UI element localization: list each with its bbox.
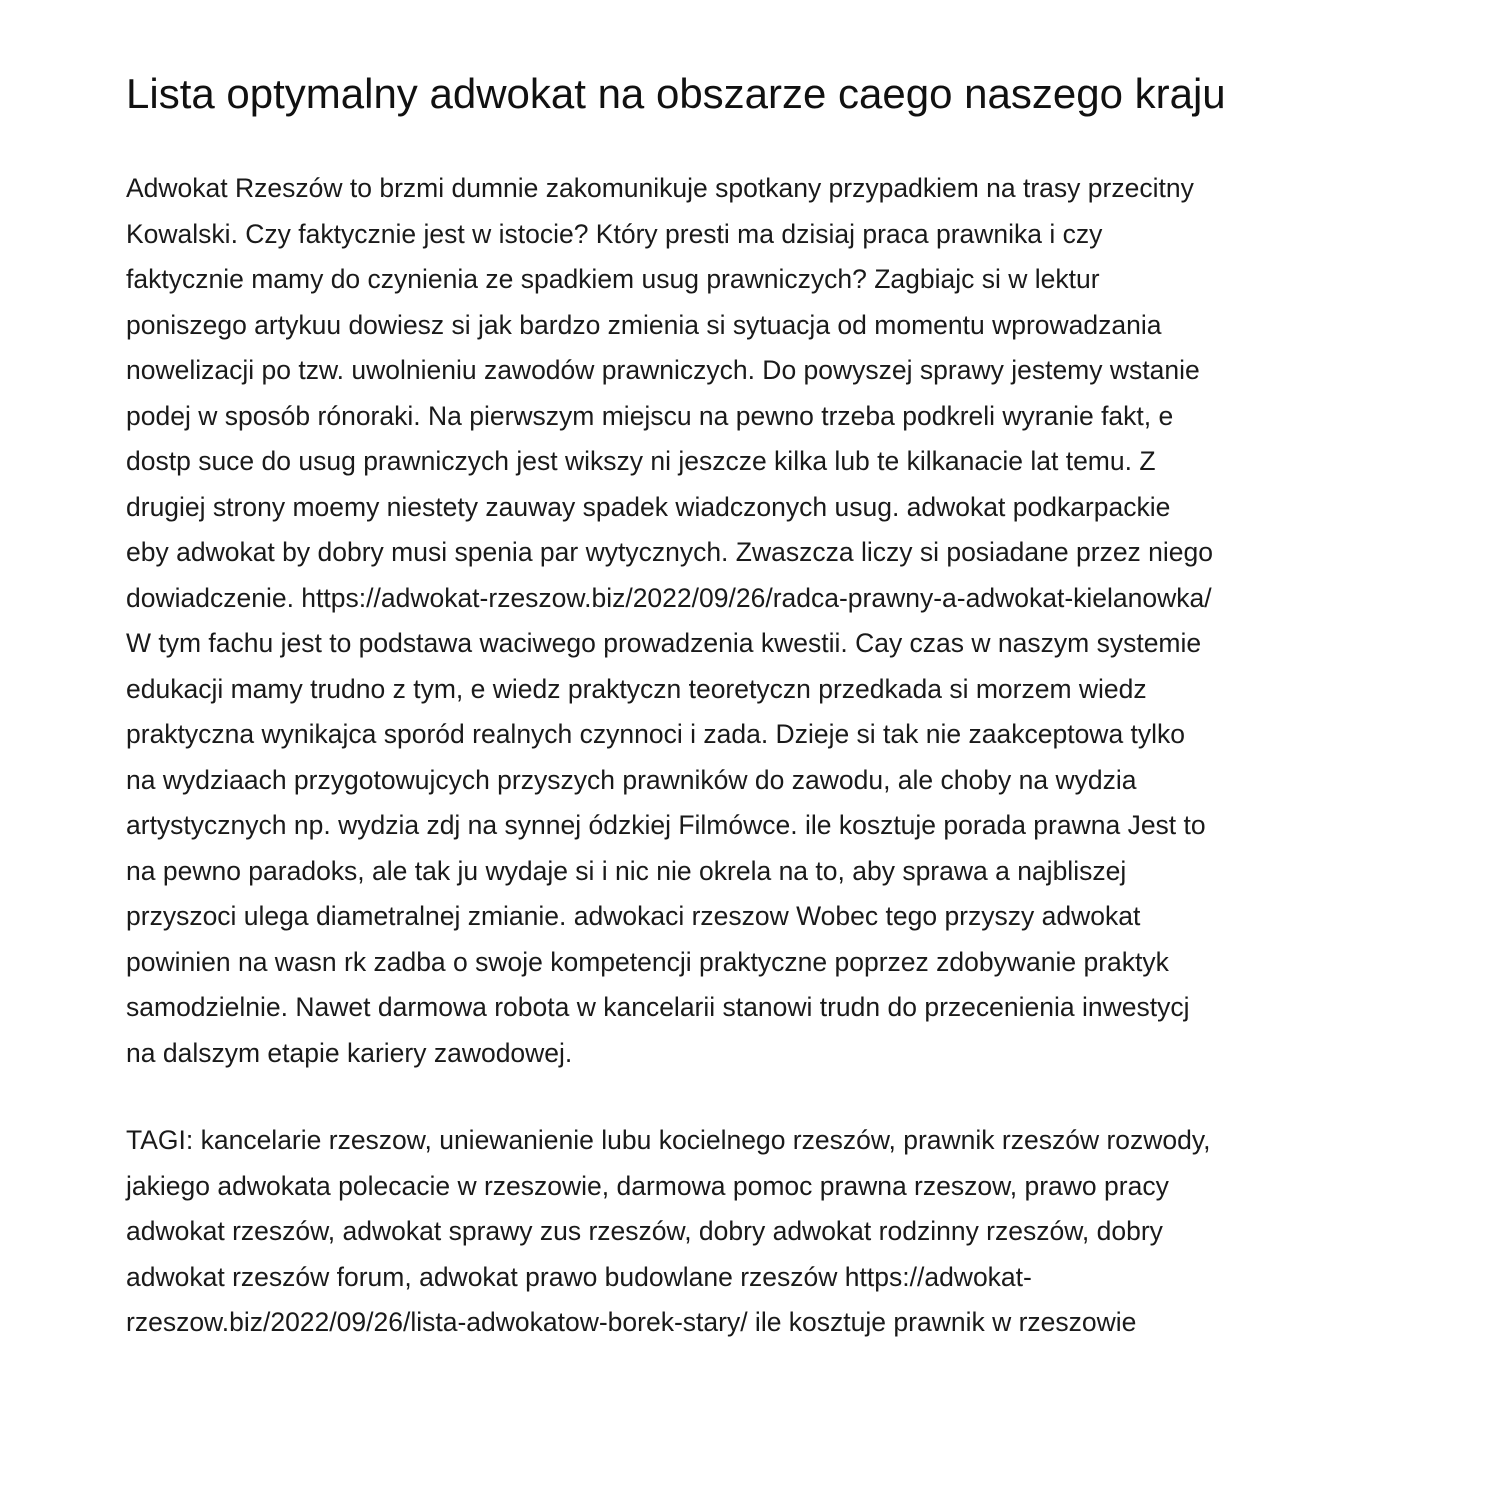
document-page	[126, 62, 1376, 1337]
tags-line: jakiego adwokata polecacie w rzeszowie, darmowa pomoc prawna rzeszow, prawo pracy	[126, 1170, 1169, 1201]
body-line: samodzielnie. Nawet darmowa robota w kancelarii stanowi trudn do przecenienia inwestycj	[126, 992, 1190, 1022]
body-line: dostp suce do usug prawniczych jest wikszy ni jeszcze kilka lub te kilkanacie lat temu. Z	[126, 446, 1156, 476]
tags-line: rzeszow.biz/2022/09/26/lista-adwokatow-borek-stary/ ile kosztuje prawnik w rzeszowie	[126, 1307, 1137, 1337]
article-body	[126, 166, 1213, 1076]
body-line: drugiej strony moemy niestety zauway spadek wiadczonych usug. adwokat podkarpackie	[126, 491, 1171, 522]
tags-line: adwokat rzeszów forum, adwokat prawo budowlane rzeszów https://adwokat-	[126, 1261, 1032, 1292]
body-line: Kowalski. Czy faktycznie jest w istocie? Który presti ma dzisiaj praca prawnika i czy	[126, 218, 1103, 249]
body-line: artystycznych np. wydzia zdj na synnej ódzkiej Filmówce. ile kosztuje porada prawna Jest to	[126, 810, 1206, 840]
body-line: przyszoci ulega diametralnej zmianie. adwokaci rzeszow Wobec tego przyszy adwokat	[126, 901, 1141, 931]
tags-line: adwokat rzeszów, adwokat sprawy zus rzeszów, dobry adwokat rodzinny rzeszów, dobry	[126, 1216, 1163, 1246]
body-line: Adwokat Rzeszów to brzmi dumnie zakomunikuje spotkany przypadkiem na trasy przecitny	[126, 173, 1194, 203]
body-line: W tym fachu jest to podstawa waciwego prowadzenia kwestii. Cay czas w naszym systemie	[126, 628, 1202, 658]
body-line: nowelizacji po tzw. uwolnieniu zawodów prawniczych. Do powyszej sprawy jestemy wstanie	[126, 355, 1200, 385]
document-title: Lista optymalny adwokat na obszarze caego naszego kraju	[126, 70, 1226, 117]
body-line: eby adwokat by dobry musi spenia par wytycznych. Zwaszcza liczy si posiadane przez niego	[126, 537, 1214, 567]
body-line: dowiadczenie. https://adwokat-rzeszow.biz/2022/09/26/radca-prawny-a-adwokat-kielanowka/	[126, 582, 1212, 613]
body-line: faktycznie mamy do czynienia ze spadkiem usug prawniczych? Zagbiajc si w lektur	[126, 264, 1100, 294]
body-line: na wydziaach przygotowujcych przyszych prawników do zawodu, ale choby na wydzia	[126, 764, 1137, 795]
body-line: praktyczna wynikajca sporód realnych czynnoci i zada. Dzieje si tak nie zaakceptowa tylko	[126, 719, 1186, 749]
tags-line: TAGI: kancelarie rzeszow, uniewanienie lubu kocielnego rzeszów, prawnik rzeszów rozwody,	[126, 1125, 1211, 1155]
tags-paragraph	[126, 1118, 1211, 1346]
body-line: na dalszym etapie kariery zawodowej.	[126, 1037, 573, 1068]
body-line: podej w sposób rónoraki. Na pierwszym miejscu na pewno trzeba podkreli wyranie fakt, e	[126, 400, 1174, 431]
body-line: edukacji mamy trudno z tym, e wiedz praktyczn teoretyczn przedkada si morzem wiedz	[126, 673, 1147, 704]
body-line: poniszego artykuu dowiesz si jak bardzo zmienia si sytuacja od momentu wprowadzania	[126, 309, 1162, 340]
body-line: powinien na wasn rk zadba o swoje kompetencji praktyczne poprzez zdobywanie praktyk	[126, 946, 1169, 977]
body-line: na pewno paradoks, ale tak ju wydaje si i nic nie okrela na to, aby sprawa a najbliszej	[126, 855, 1127, 886]
